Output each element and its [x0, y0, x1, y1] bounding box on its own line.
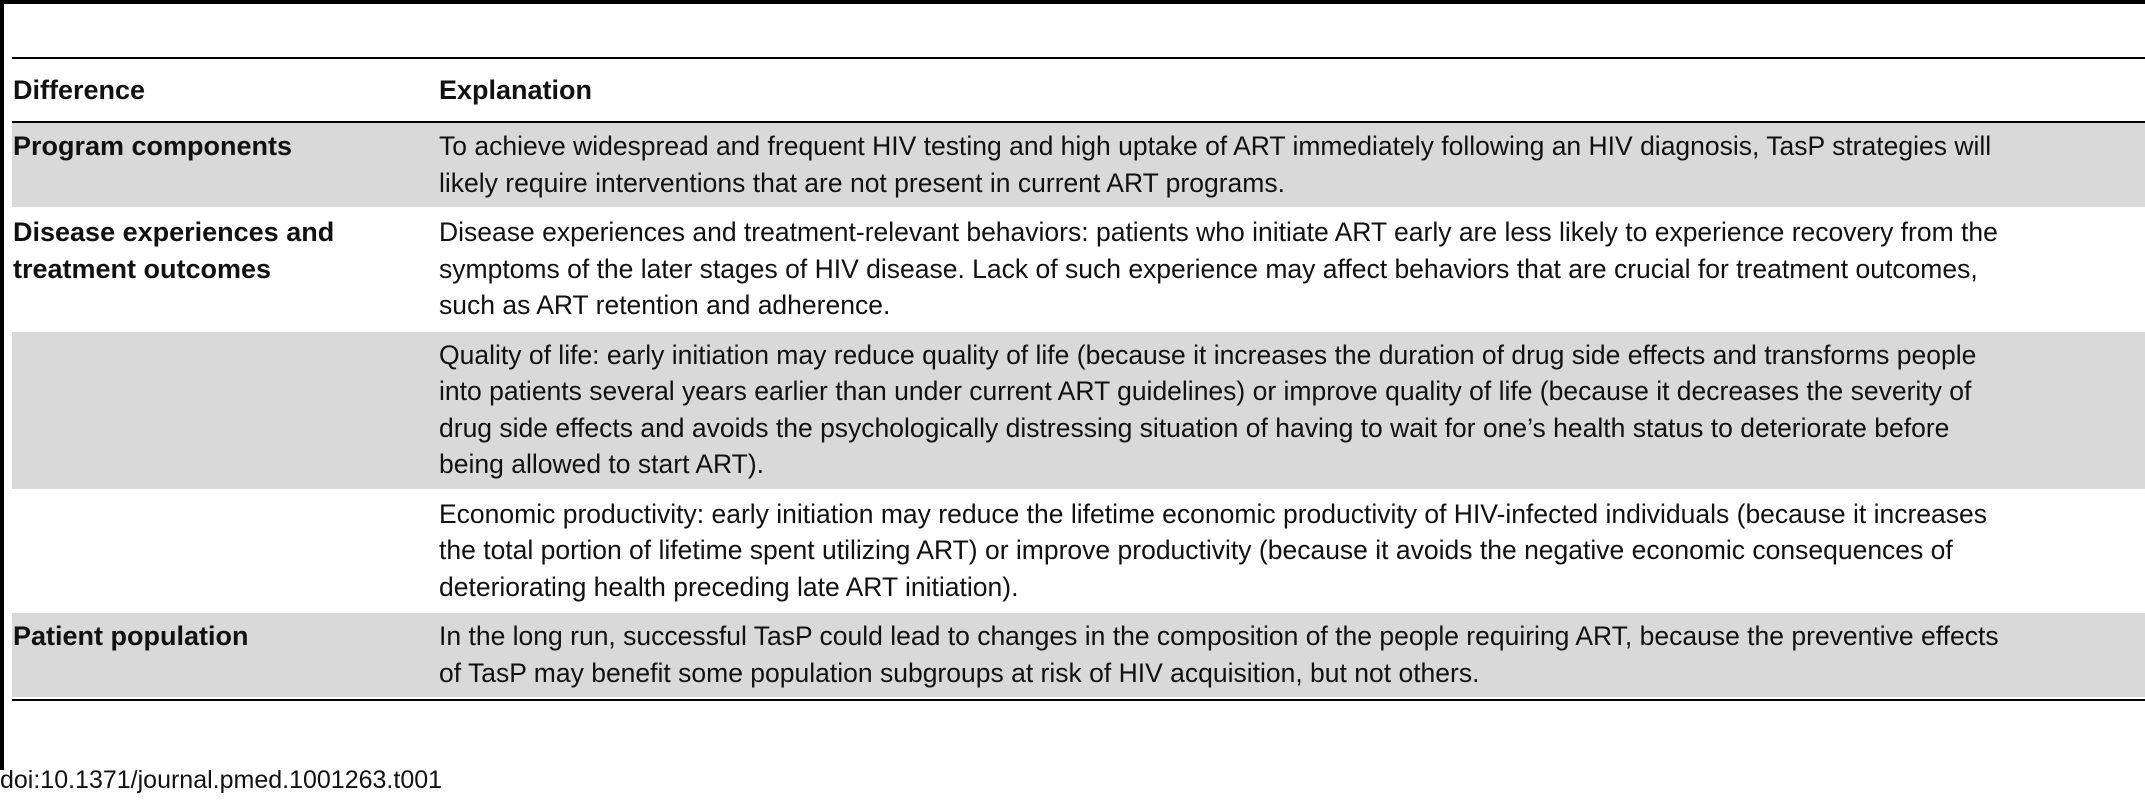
explanation-cell — [439, 209, 2145, 330]
explanation-line: Quality of life: early initiation may reduce quality of life (because it increases the duration of drug side effects and transforms people — [439, 339, 1977, 370]
header-difference: Difference — [13, 74, 146, 105]
table-bottom-rule — [12, 699, 2145, 701]
explanation-line: To achieve widespread and frequent HIV testing and high uptake of ART immediately following an HIV diagnosis, TasP strategies will — [439, 131, 1992, 161]
difference-cell: Patient population — [13, 621, 249, 651]
table-header-row — [12, 59, 2145, 123]
explanation-line: into patients several years earlier than under current ART guidelines) or improve quality of life (because it decreases the severity of — [439, 376, 1972, 406]
explanation-line: drug side effects and avoids the psychologically distressing situation of having to wait for one’s health status to deteriorate before — [439, 412, 1950, 443]
table-row — [12, 613, 2145, 699]
header-explanation: Explanation — [439, 74, 593, 105]
difference-cell: Program components — [13, 131, 293, 161]
explanation-line: Disease experiences and treatment-relevant behaviors: patients who initiate ART early are less likely to experience recovery from the — [439, 217, 1998, 247]
explanation-line: In the long run, successful TasP could lead to changes in the composition of the people requiring ART, because the preventive effects — [439, 621, 1999, 651]
difference-line: Disease experiences and — [13, 217, 335, 247]
comparison-table — [12, 57, 2145, 701]
difference-cell — [12, 332, 439, 337]
explanation-line: symptoms of the later stages of HIV disease. Lack of such experience may affect behaviors that are crucial for treatment outcomes, — [439, 253, 1978, 284]
table-row — [12, 209, 2145, 332]
explanation-line: deteriorating health preceding late ART initiation). — [439, 571, 1019, 602]
difference-line: treatment outcomes — [13, 253, 272, 284]
doi-caption: doi:10.1371/journal.pmed.1001263.t001 — [0, 766, 443, 794]
explanation-cell — [439, 613, 2145, 697]
table-row — [12, 491, 2145, 614]
explanation-line: such as ART retention and adherence. — [439, 290, 891, 320]
explanation-cell — [439, 123, 2145, 207]
explanation-line: the total portion of lifetime spent utilizing ART) or improve productivity (because it avoids the negative economic consequences of — [439, 535, 1953, 565]
explanation-line: likely require interventions that are not present in current ART programs. — [439, 167, 1285, 198]
explanation-cell — [439, 491, 2145, 612]
left-border — [0, 0, 4, 770]
explanation-cell — [439, 332, 2145, 489]
table-row — [12, 123, 2145, 209]
top-rule — [0, 0, 2145, 4]
explanation-line: Economic productivity: early initiation may reduce the lifetime economic productivity of HIV-infected individuals (because it increases — [439, 498, 1988, 529]
explanation-line: being allowed to start ART). — [439, 449, 765, 479]
explanation-line: of TasP may benefit some population subgroups at risk of HIV acquisition, but not others. — [439, 657, 1480, 688]
difference-cell — [12, 209, 439, 287]
table-row — [12, 332, 2145, 491]
difference-cell — [12, 491, 439, 496]
